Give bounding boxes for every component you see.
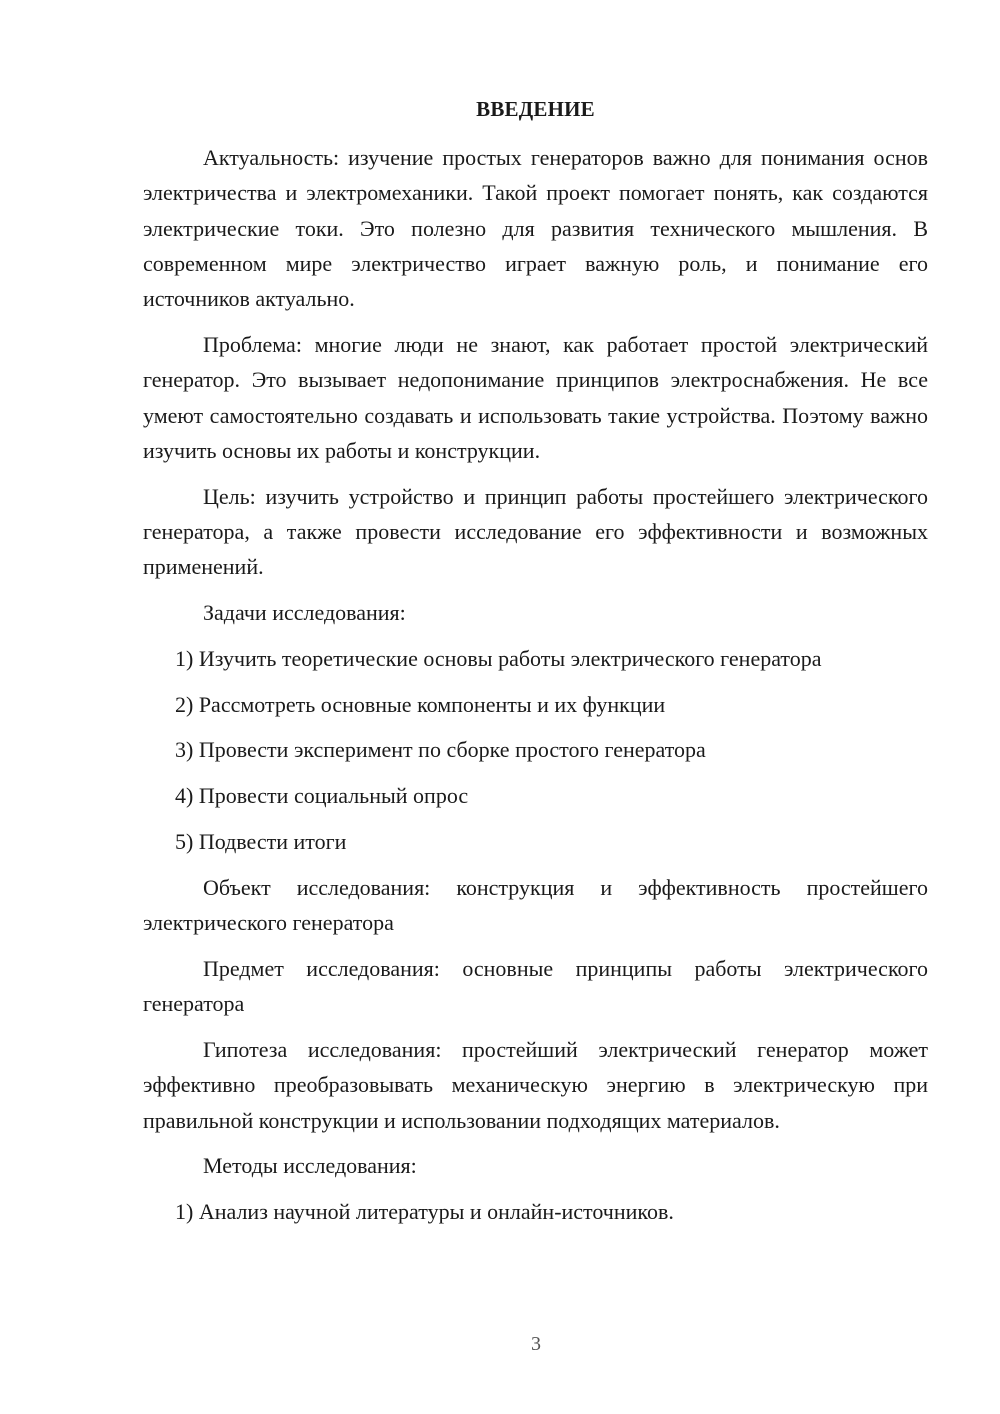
section-heading: ВВЕДЕНИЕ <box>476 97 595 121</box>
task-item: 3) Провести эксперимент по сборке простого генератора <box>175 737 706 763</box>
relevance-paragraph: Актуальность: изучение простых генераторов важно для понимания основ электричества и электромеханики. Такой проект помогает понять, как создаются электрические токи. Это полезно для развития технического мышления. В современном мире электричество играет важную роль, и понимание его источников актуально. <box>143 145 928 312</box>
task-item: 1) Изучить теоретические основы работы электрического генератора <box>175 645 822 671</box>
methods-list <box>143 1194 928 1229</box>
task-item: 2) Рассмотреть основные компоненты и их функции <box>175 691 666 717</box>
tasks-heading: Задачи исследования: <box>203 600 406 626</box>
problem-paragraph: Проблема: многие люди не знают, как работает простой электрический генератор. Это вызывает недопонимание принципов электроснабжения. Не все умеют самостоятельно создавать и использовать такие устройства. Поэтому важно изучить основы их работы и конструкции. <box>143 331 928 463</box>
page-number: 3 <box>531 1333 541 1355</box>
method-item: 1) Анализ научной литературы и онлайн-источников. <box>175 1199 674 1225</box>
task-item: 5) Подвести итоги <box>175 829 347 855</box>
subject-paragraph: Предмет исследования: основные принципы работы электрического генератора <box>143 955 928 1017</box>
object-paragraph: Объект исследования: конструкция и эффективность простейшего электрического генератора <box>143 874 928 936</box>
hypothesis-paragraph: Гипотеза исследования: простейший электрический генератор может эффективно преобразовывать механическую энергию в электрическую при правильной конструкции и использовании подходящих материалов. <box>143 1037 928 1133</box>
tasks-list <box>143 641 928 859</box>
document-page <box>143 92 928 1240</box>
methods-heading: Методы исследования: <box>203 1153 417 1179</box>
task-item: 4) Провести социальный опрос <box>175 783 469 809</box>
goal-paragraph: Цель: изучить устройство и принцип работы простейшего электрического генератора, а также провести исследование его эффективности и возможных применений. <box>143 483 928 580</box>
